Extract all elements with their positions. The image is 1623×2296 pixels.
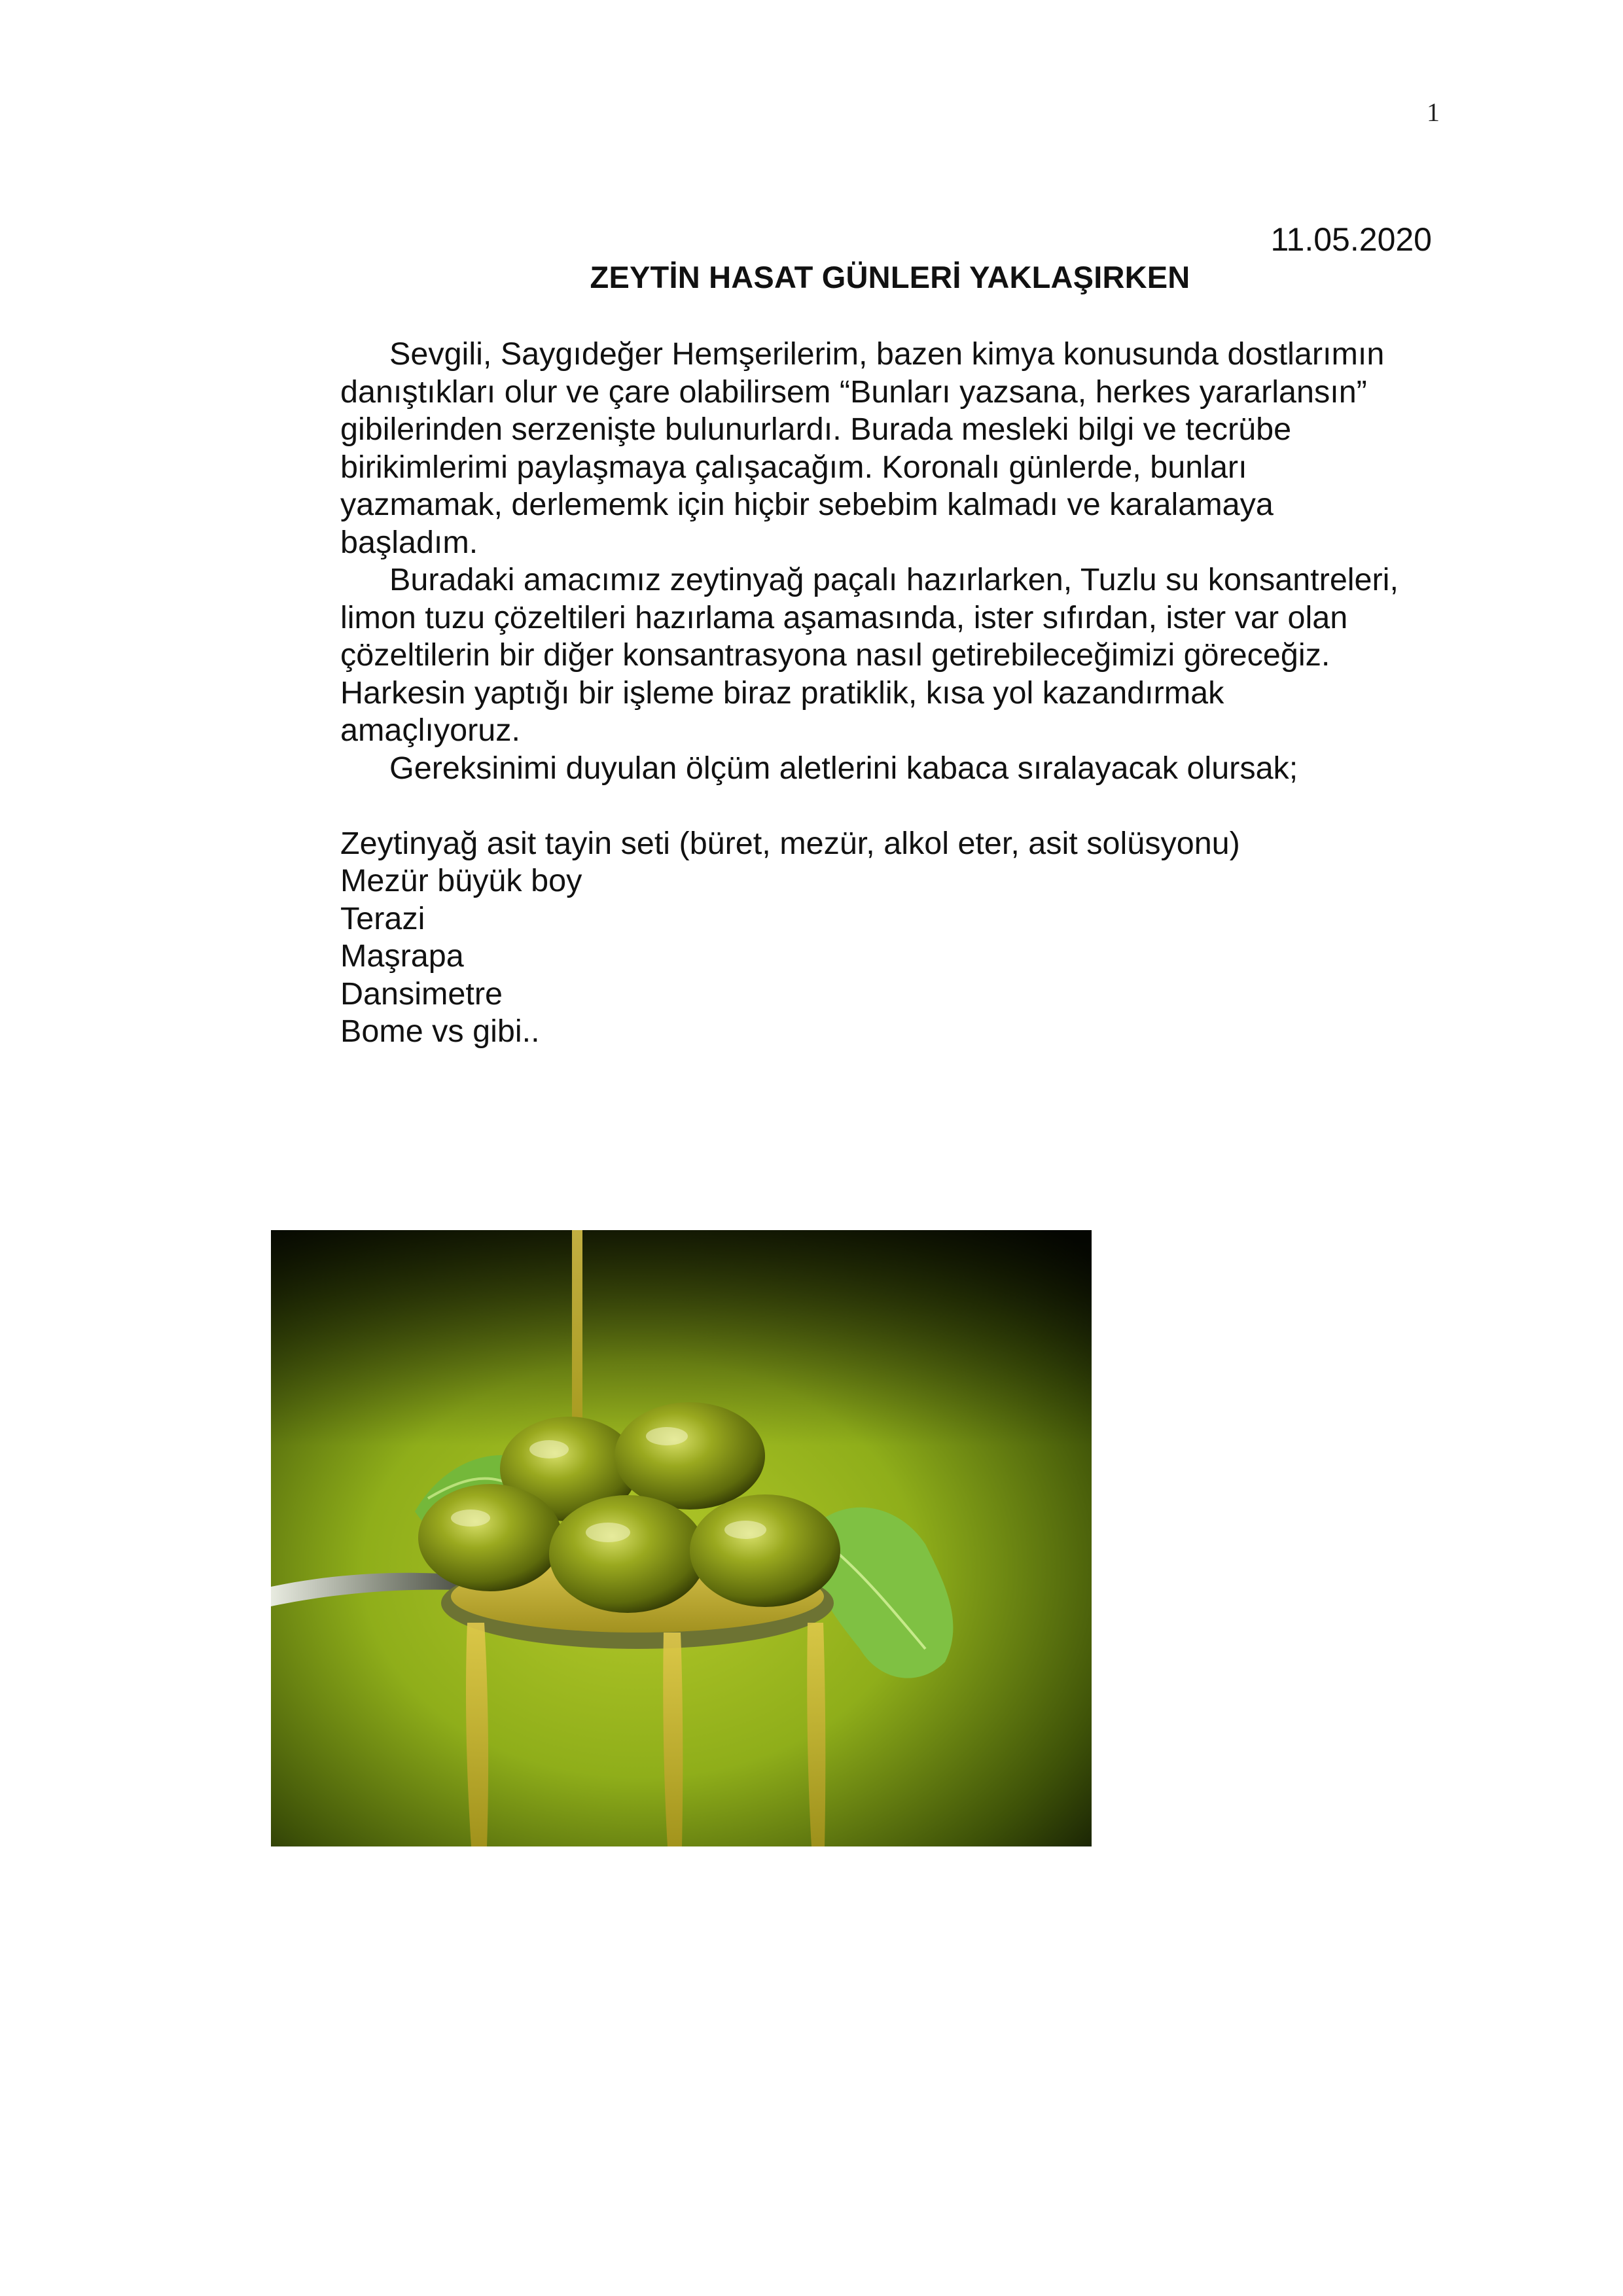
olives-on-spoon-photo <box>271 1230 1092 1846</box>
body-line: Gereksinimi duyulan ölçüm aletlerini kabaca sıralayacak olursak; <box>389 750 1298 786</box>
photo-illustration <box>271 1230 1092 1846</box>
equipment-item: Zeytinyağ asit tayin seti (büret, mezür, alkol eter, asit solüsyonu) <box>340 825 1240 861</box>
document-body <box>340 336 1446 1051</box>
document-date: 11.05.2020 <box>1270 221 1432 258</box>
blank-line <box>340 787 1446 825</box>
document-title: ZEYTİN HASAT GÜNLERİ YAKLAŞIRKEN <box>590 260 1190 294</box>
page-number: 1 <box>1427 97 1440 127</box>
body-line: Buradaki amacımız zeytinyağ paçalı hazırlarken, Tuzlu su konsantreleri, <box>389 562 1399 597</box>
equipment-item: Bome vs gibi.. <box>340 1014 540 1049</box>
body-line: çözeltilerin bir diğer konsantrasyona nasıl getirebileceğimizi göreceğiz. <box>340 637 1330 673</box>
body-line: Harkesin yaptığı bir işleme biraz pratiklik, kısa yol kazandırmak <box>340 675 1224 711</box>
equipment-item: Mezür büyük boy <box>340 863 582 898</box>
body-line: amaçlıyoruz. <box>340 713 520 748</box>
body-line: birikimlerimi paylaşmaya çalışacağım. Koronalı günlerde, bunları <box>340 449 1247 485</box>
body-line: başladım. <box>340 524 478 560</box>
body-line: gibilerinden serzenişte bulunurlardı. Burada mesleki bilgi ve tecrübe <box>340 412 1292 447</box>
equipment-item: Dansimetre <box>340 976 503 1012</box>
body-line: limon tuzu çözeltileri hazırlama aşamasında, ister sıfırdan, ister var olan <box>340 599 1348 635</box>
equipment-item: Terazi <box>340 900 425 936</box>
body-line: Sevgili, Saygıdeğer Hemşerilerim, bazen kimya konusunda dostlarımın <box>389 336 1385 372</box>
body-line: yazmamak, derlememk için hiçbir sebebim kalmadı ve karalamaya <box>340 487 1274 522</box>
body-line: danıştıkları olur ve çare olabilirsem “Bunları yazsana, herkes yararlansın” <box>340 374 1367 410</box>
equipment-item: Maşrapa <box>340 938 464 974</box>
